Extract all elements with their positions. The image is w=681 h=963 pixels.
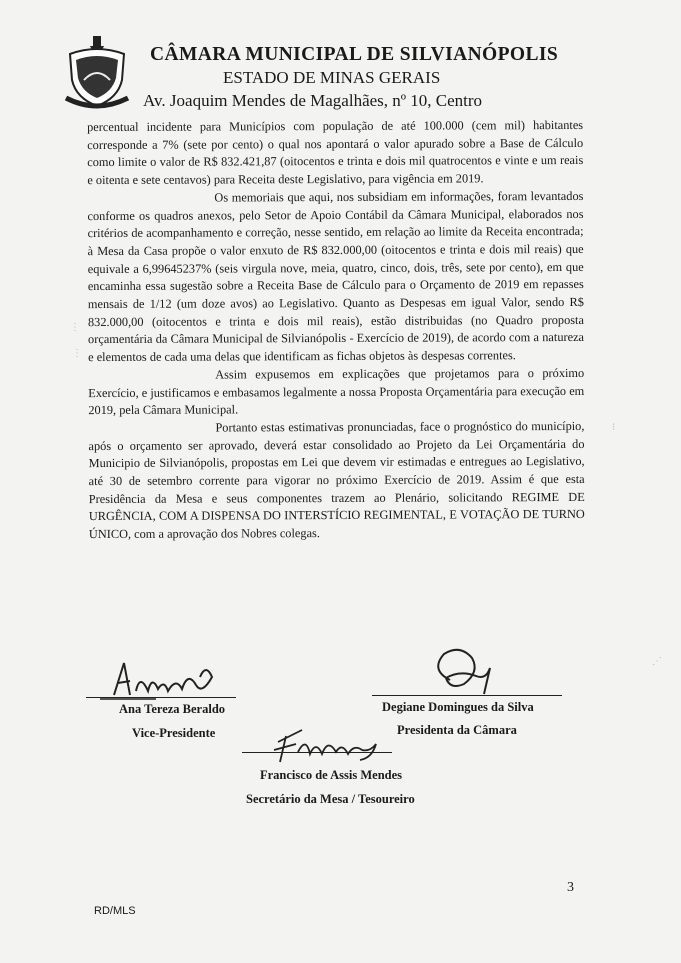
signature-scrawl-center [262,722,392,766]
vice-president-title: Vice-Presidente [132,726,216,740]
signature-line-left [86,697,236,698]
signature-line-center [242,752,392,753]
secretary-title: Secretário da Mesa / Tesoureiro [246,792,415,806]
paragraph-3: Assim expusemos em explicações que projetamos para o próximo Exercício, e justificamos e embasamos legalmente a nossa Proposta Orçamentária para execução em 2019, pela Câmara Municipal. [88,365,585,418]
scan-mark: ⋮ [70,322,80,333]
municipal-crest-logo [64,36,130,110]
scan-mark: ⁝ [612,422,616,433]
secretary-name: Francisco de Assis Mendes [260,768,403,782]
signature-scrawl-right [420,640,510,700]
vice-president-name: Ana Tereza Beraldo [119,702,226,716]
scan-mark: ⋰ [652,656,662,667]
paragraph-2: Os memoriais que aqui, nos subsidiam em informações, foram levantados conforme os quadros anexos, pelo Setor de Apoio Contábil da Câmara Municipal, elaborados nos critérios de acompanhamento e correção, nesse sentido, em relação ao limite da Receita encontrada; à Mesa da Casa propõe o valor enxuto de R$ 832.000,00 (oitocentos e trinta e dois mil reais) que equivale a 6,99645237% (seis virgula nove, meia, quatro, cinco, dois, três, sete por cento), em que encaminha essa sugestão sobre a Receita Base de Cálculo para o Orçamento de 2019 em repasses mensais de 1/12 (um doze avos) ao Legislativo. Quanto as Despesas em igual Valor, sendo R$ 832.000,00 (oitocentos e trinta e dois mil reais), estão distribuidas (no Quadro proposta orçamentária da Câmara Municipal de Silvianópolis - Exercício de 2019), de acordo com a natureza e elementos de cada uma delas que identificam as fichas objetos às despesas correntes. [87,188,585,365]
chamber-name: CÂMARA MUNICIPAL DE SILVIANÓPOLIS [150,44,559,65]
address: Av. Joaquim Mendes de Magalhães, nº 10, Centro [143,91,483,110]
state-name: ESTADO DE MINAS GERAIS [223,68,441,87]
letterhead [143,44,570,111]
signature-line-right [372,695,562,696]
president-title: Presidenta da Câmara [397,723,517,737]
document-body [87,117,585,544]
reference-code: RD/MLS [94,905,136,917]
page-number: 3 [567,880,574,895]
scan-mark: ⋮ [72,348,82,359]
paragraph-4: Portanto estas estimativas pronunciadas, face o prognóstico do município, após o orçamento ser aprovado, deverá estar consolidado ao Projeto da Lei Orçamentária do Municipio de Silvianópolis, propostas em Lei que devem vir estimadas e entregues ao Legislativo, até 30 de setembro corrente para vigorar no próximo Exercício de 2019. Assim é que esta Presidência da Mesa e seus componentes trazem ao Plenário, solicitando REGIME DE URGÊNCIA, COM A DISPENSA DO INTERSTÍCIO REGIMENTAL, E VOTAÇÃO DE TURNO ÚNICO, com a aprovação dos Nobres colegas. [88,418,585,542]
paragraph-1: percentual incidente para Municípios com população de até 100.000 (cem mil) habitantes corresponde a 7% (sete por cento) o qual nos apontará o valor apurado sobre a Base de Cálculo como limite o valor de R$ 832.421,87 (oitocentos e trinta e dois mil quatrocentos e vinte e um reais e oitenta e sete centavos) para Receita deste Legislativo, para vigência em 2019. [87,117,584,188]
president-name: Degiane Domingues da Silva [382,700,534,714]
